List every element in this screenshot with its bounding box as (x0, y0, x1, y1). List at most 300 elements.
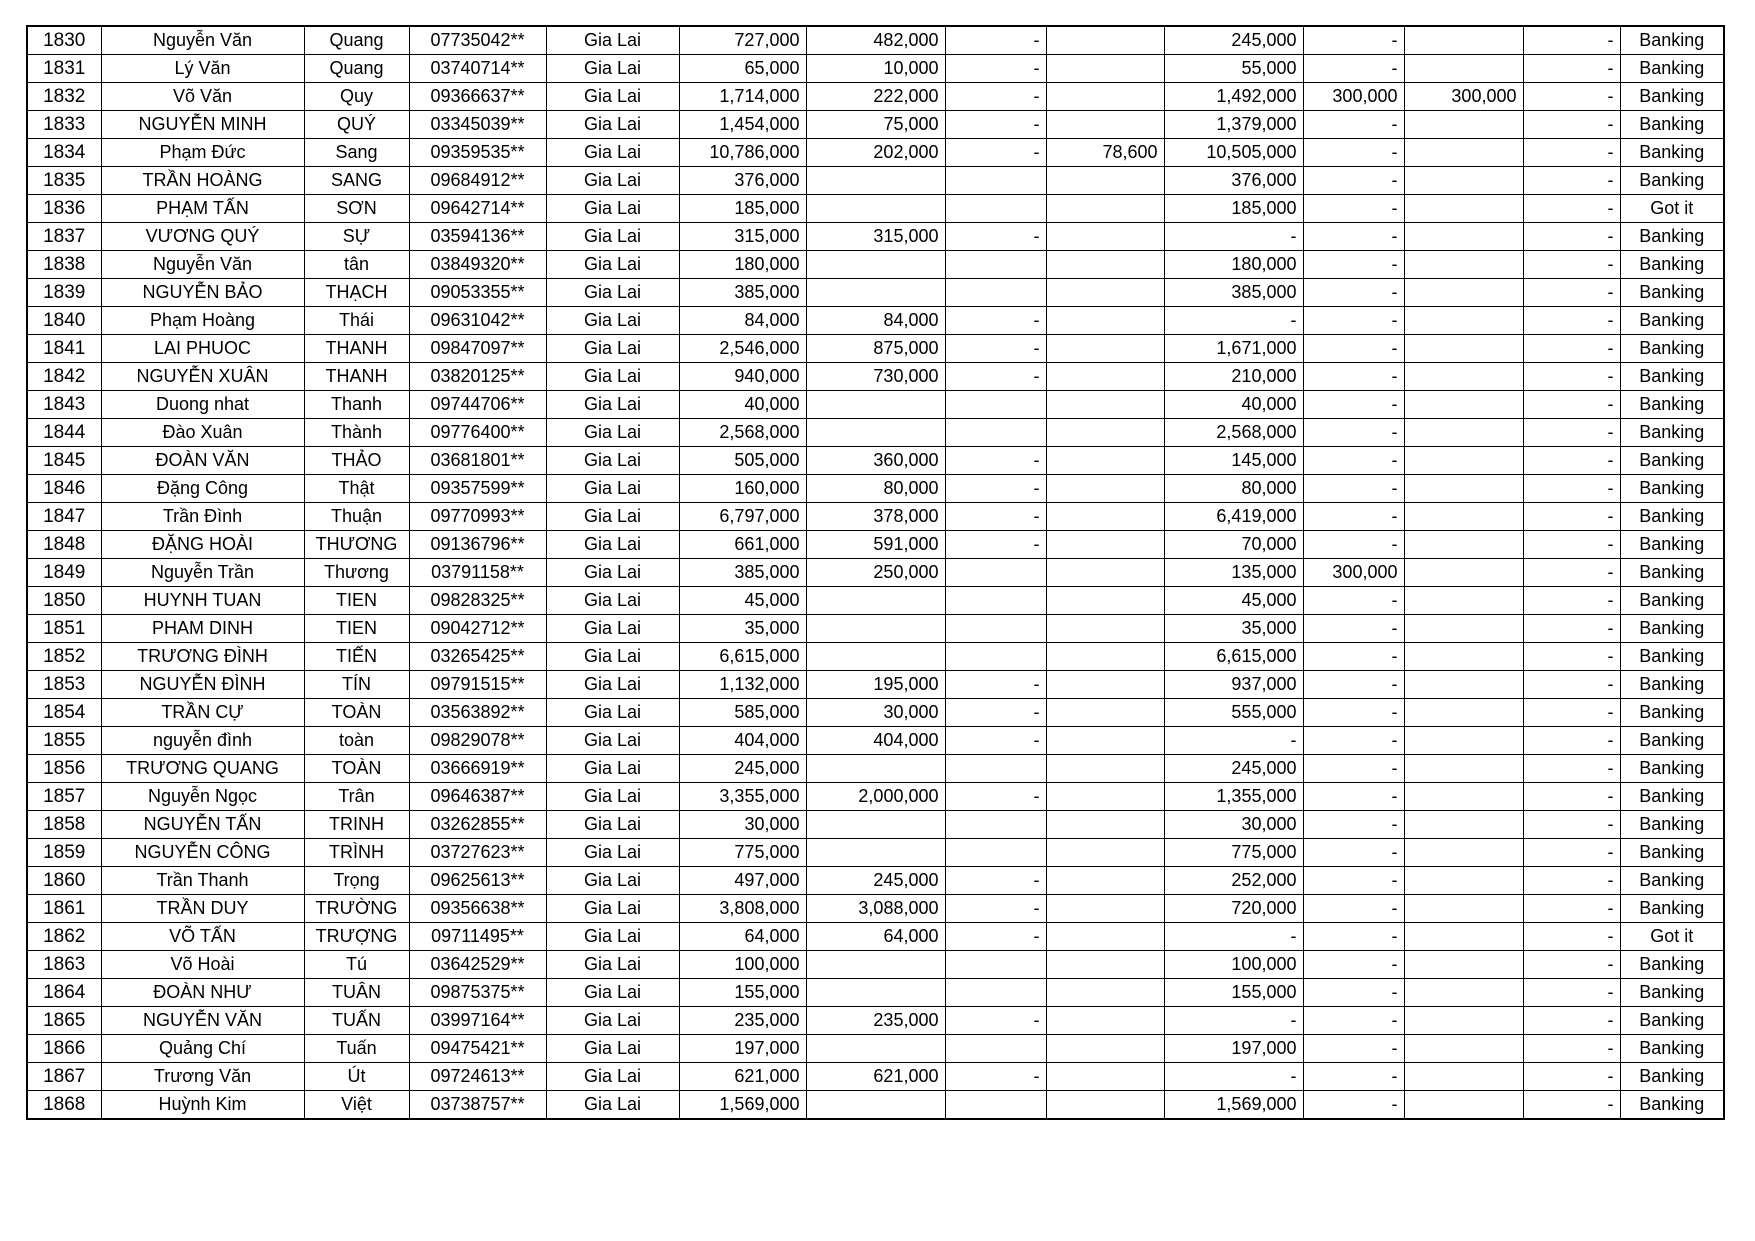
province-cell: Gia Lai (546, 923, 679, 951)
table-row (27, 279, 1724, 307)
col-dash-1-cell: - (945, 447, 1046, 475)
province-cell: Gia Lai (546, 251, 679, 279)
phone-number-cell: 03820125** (409, 363, 546, 391)
row-number-cell: 1836 (27, 195, 101, 223)
row-number-cell: 1858 (27, 811, 101, 839)
deducted-amount-cell: 621,000 (806, 1063, 945, 1091)
total-amount-cell: 35,000 (679, 615, 806, 643)
total-amount-cell: 385,000 (679, 559, 806, 587)
deducted-amount-cell: 591,000 (806, 531, 945, 559)
province-cell: Gia Lai (546, 559, 679, 587)
deducted-amount-cell (806, 1091, 945, 1120)
last-middle-name-cell: TRẦN CỰ (101, 699, 304, 727)
province-cell: Gia Lai (546, 307, 679, 335)
paid-amount-cell: 135,000 (1164, 559, 1303, 587)
total-amount-cell: 376,000 (679, 167, 806, 195)
total-amount-cell: 1,132,000 (679, 671, 806, 699)
payment-method-cell: Banking (1620, 587, 1724, 615)
table-row (27, 251, 1724, 279)
table-row (27, 783, 1724, 811)
col-bonus-2-cell (1404, 139, 1523, 167)
col-dash-1-cell: - (945, 531, 1046, 559)
province-cell: Gia Lai (546, 531, 679, 559)
col-dash-1-cell (945, 251, 1046, 279)
row-number-cell: 1867 (27, 1063, 101, 1091)
col-dash-2-cell: - (1523, 363, 1620, 391)
col-dash-2-cell: - (1523, 671, 1620, 699)
col-dash-2-cell: - (1523, 1091, 1620, 1120)
total-amount-cell: 585,000 (679, 699, 806, 727)
col-dash-1-cell (945, 1091, 1046, 1120)
total-amount-cell: 30,000 (679, 811, 806, 839)
deducted-amount-cell: 378,000 (806, 503, 945, 531)
col-dash-2-cell: - (1523, 867, 1620, 895)
col-adjust-cell (1046, 391, 1164, 419)
col-bonus-1-cell: - (1303, 447, 1404, 475)
phone-number-cell: 03727623** (409, 839, 546, 867)
paid-amount-cell: 937,000 (1164, 671, 1303, 699)
paid-amount-cell: 720,000 (1164, 895, 1303, 923)
table-row (27, 503, 1724, 531)
payment-method-cell: Banking (1620, 559, 1724, 587)
col-adjust-cell (1046, 223, 1164, 251)
province-cell: Gia Lai (546, 699, 679, 727)
first-name-cell: Quang (304, 55, 409, 83)
total-amount-cell: 64,000 (679, 923, 806, 951)
col-bonus-2-cell (1404, 363, 1523, 391)
col-bonus-2-cell (1404, 279, 1523, 307)
province-cell: Gia Lai (546, 475, 679, 503)
table-row (27, 307, 1724, 335)
col-adjust-cell (1046, 503, 1164, 531)
col-bonus-1-cell: - (1303, 811, 1404, 839)
last-middle-name-cell: NGUYỄN XUÂN (101, 363, 304, 391)
phone-number-cell: 03265425** (409, 643, 546, 671)
total-amount-cell: 621,000 (679, 1063, 806, 1091)
first-name-cell: Thật (304, 475, 409, 503)
province-cell: Gia Lai (546, 895, 679, 923)
phone-number-cell: 09847097** (409, 335, 546, 363)
table-row (27, 1063, 1724, 1091)
row-number-cell: 1845 (27, 447, 101, 475)
table-body (27, 26, 1724, 1119)
first-name-cell: TUẤN (304, 1007, 409, 1035)
province-cell: Gia Lai (546, 951, 679, 979)
col-adjust-cell (1046, 979, 1164, 1007)
row-number-cell: 1844 (27, 419, 101, 447)
col-dash-1-cell (945, 559, 1046, 587)
col-dash-1-cell: - (945, 1007, 1046, 1035)
col-dash-1-cell: - (945, 895, 1046, 923)
phone-number-cell: 07735042** (409, 26, 546, 55)
last-middle-name-cell: TRƯƠNG QUANG (101, 755, 304, 783)
col-dash-1-cell: - (945, 363, 1046, 391)
col-dash-1-cell: - (945, 783, 1046, 811)
first-name-cell: THẠCH (304, 279, 409, 307)
paid-amount-cell: 555,000 (1164, 699, 1303, 727)
col-bonus-2-cell (1404, 419, 1523, 447)
first-name-cell: Trọng (304, 867, 409, 895)
col-bonus-2-cell (1404, 1007, 1523, 1035)
paid-amount-cell: 80,000 (1164, 475, 1303, 503)
phone-number-cell: 09711495** (409, 923, 546, 951)
col-bonus-2-cell (1404, 531, 1523, 559)
table-row (27, 111, 1724, 139)
col-dash-1-cell: - (945, 307, 1046, 335)
province-cell: Gia Lai (546, 195, 679, 223)
col-adjust-cell (1046, 755, 1164, 783)
col-dash-2-cell: - (1523, 699, 1620, 727)
first-name-cell: Thái (304, 307, 409, 335)
col-dash-1-cell (945, 195, 1046, 223)
col-dash-1-cell: - (945, 475, 1046, 503)
table-row (27, 139, 1724, 167)
total-amount-cell: 197,000 (679, 1035, 806, 1063)
col-dash-1-cell (945, 979, 1046, 1007)
payment-method-cell: Got it (1620, 195, 1724, 223)
table-row (27, 587, 1724, 615)
row-number-cell: 1843 (27, 391, 101, 419)
phone-number-cell: 09625613** (409, 867, 546, 895)
last-middle-name-cell: Lý Văn (101, 55, 304, 83)
deducted-amount-cell: 245,000 (806, 867, 945, 895)
total-amount-cell: 3,808,000 (679, 895, 806, 923)
first-name-cell: Việt (304, 1091, 409, 1120)
col-bonus-1-cell: - (1303, 1035, 1404, 1063)
first-name-cell: Quy (304, 83, 409, 111)
row-number-cell: 1835 (27, 167, 101, 195)
table-row (27, 1091, 1724, 1120)
col-bonus-1-cell: - (1303, 531, 1404, 559)
total-amount-cell: 940,000 (679, 363, 806, 391)
payment-method-cell: Banking (1620, 26, 1724, 55)
deducted-amount-cell: 875,000 (806, 335, 945, 363)
row-number-cell: 1851 (27, 615, 101, 643)
table-row (27, 643, 1724, 671)
col-dash-2-cell: - (1523, 559, 1620, 587)
col-dash-2-cell: - (1523, 307, 1620, 335)
col-dash-1-cell: - (945, 111, 1046, 139)
deducted-amount-cell: 360,000 (806, 447, 945, 475)
phone-number-cell: 09776400** (409, 419, 546, 447)
payment-method-cell: Banking (1620, 279, 1724, 307)
col-dash-2-cell: - (1523, 279, 1620, 307)
col-dash-2-cell: - (1523, 643, 1620, 671)
paid-amount-cell: 35,000 (1164, 615, 1303, 643)
col-bonus-1-cell: - (1303, 26, 1404, 55)
payment-method-cell: Banking (1620, 167, 1724, 195)
last-middle-name-cell: TRẦN HOÀNG (101, 167, 304, 195)
table-row (27, 1035, 1724, 1063)
col-dash-1-cell (945, 839, 1046, 867)
row-number-cell: 1853 (27, 671, 101, 699)
col-dash-2-cell: - (1523, 1035, 1620, 1063)
col-adjust-cell (1046, 475, 1164, 503)
col-bonus-2-cell (1404, 195, 1523, 223)
province-cell: Gia Lai (546, 587, 679, 615)
col-bonus-2-cell (1404, 643, 1523, 671)
deducted-amount-cell (806, 951, 945, 979)
col-dash-2-cell: - (1523, 475, 1620, 503)
table-row (27, 615, 1724, 643)
paid-amount-cell: 1,355,000 (1164, 783, 1303, 811)
payout-table (26, 25, 1725, 1120)
paid-amount-cell: 6,419,000 (1164, 503, 1303, 531)
first-name-cell: Tú (304, 951, 409, 979)
table-row (27, 895, 1724, 923)
total-amount-cell: 497,000 (679, 867, 806, 895)
last-middle-name-cell: Trương Văn (101, 1063, 304, 1091)
payment-method-cell: Banking (1620, 1035, 1724, 1063)
col-bonus-1-cell: - (1303, 783, 1404, 811)
total-amount-cell: 10,786,000 (679, 139, 806, 167)
total-amount-cell: 160,000 (679, 475, 806, 503)
col-dash-2-cell: - (1523, 783, 1620, 811)
paid-amount-cell: 1,569,000 (1164, 1091, 1303, 1120)
row-number-cell: 1862 (27, 923, 101, 951)
paid-amount-cell: 185,000 (1164, 195, 1303, 223)
last-middle-name-cell: PHAM DINH (101, 615, 304, 643)
deducted-amount-cell (806, 1035, 945, 1063)
table-row (27, 83, 1724, 111)
paid-amount-cell: 155,000 (1164, 979, 1303, 1007)
col-dash-1-cell (945, 279, 1046, 307)
paid-amount-cell: 2,568,000 (1164, 419, 1303, 447)
paid-amount-cell: 1,671,000 (1164, 335, 1303, 363)
first-name-cell: SƠN (304, 195, 409, 223)
paid-amount-cell: 40,000 (1164, 391, 1303, 419)
deducted-amount-cell: 482,000 (806, 26, 945, 55)
col-dash-1-cell: - (945, 923, 1046, 951)
col-dash-1-cell (945, 643, 1046, 671)
col-adjust-cell (1046, 839, 1164, 867)
phone-number-cell: 09646387** (409, 783, 546, 811)
total-amount-cell: 2,546,000 (679, 335, 806, 363)
col-bonus-2-cell (1404, 447, 1523, 475)
deducted-amount-cell (806, 251, 945, 279)
payment-method-cell: Banking (1620, 951, 1724, 979)
col-bonus-1-cell: - (1303, 391, 1404, 419)
col-dash-1-cell: - (945, 335, 1046, 363)
row-number-cell: 1847 (27, 503, 101, 531)
col-dash-2-cell: - (1523, 195, 1620, 223)
paid-amount-cell: - (1164, 1063, 1303, 1091)
col-adjust-cell (1046, 447, 1164, 475)
row-number-cell: 1852 (27, 643, 101, 671)
col-bonus-2-cell (1404, 475, 1523, 503)
province-cell: Gia Lai (546, 783, 679, 811)
col-adjust-cell (1046, 167, 1164, 195)
col-adjust-cell (1046, 55, 1164, 83)
last-middle-name-cell: NGUYỄN TẤN (101, 811, 304, 839)
province-cell: Gia Lai (546, 615, 679, 643)
col-bonus-2-cell (1404, 615, 1523, 643)
total-amount-cell: 235,000 (679, 1007, 806, 1035)
province-cell: Gia Lai (546, 111, 679, 139)
first-name-cell: TIEN (304, 615, 409, 643)
row-number-cell: 1860 (27, 867, 101, 895)
province-cell: Gia Lai (546, 671, 679, 699)
col-bonus-1-cell: - (1303, 699, 1404, 727)
table-row (27, 363, 1724, 391)
total-amount-cell: 3,355,000 (679, 783, 806, 811)
first-name-cell: Sang (304, 139, 409, 167)
phone-number-cell: 09357599** (409, 475, 546, 503)
payment-method-cell: Banking (1620, 1091, 1724, 1120)
col-adjust-cell (1046, 783, 1164, 811)
col-adjust-cell (1046, 251, 1164, 279)
row-number-cell: 1854 (27, 699, 101, 727)
row-number-cell: 1859 (27, 839, 101, 867)
total-amount-cell: 404,000 (679, 727, 806, 755)
first-name-cell: TRƯỜNG (304, 895, 409, 923)
table-row (27, 419, 1724, 447)
first-name-cell: TRƯỢNG (304, 923, 409, 951)
last-middle-name-cell: Đặng Công (101, 475, 304, 503)
total-amount-cell: 385,000 (679, 279, 806, 307)
phone-number-cell: 03791158** (409, 559, 546, 587)
phone-number-cell: 03262855** (409, 811, 546, 839)
col-bonus-2-cell (1404, 671, 1523, 699)
col-bonus-2-cell (1404, 55, 1523, 83)
deducted-amount-cell: 3,088,000 (806, 895, 945, 923)
last-middle-name-cell: Quảng Chí (101, 1035, 304, 1063)
last-middle-name-cell: ĐẶNG HOÀI (101, 531, 304, 559)
deducted-amount-cell (806, 643, 945, 671)
col-adjust-cell (1046, 26, 1164, 55)
col-dash-2-cell: - (1523, 923, 1620, 951)
row-number-cell: 1831 (27, 55, 101, 83)
col-dash-1-cell: - (945, 223, 1046, 251)
col-dash-2-cell: - (1523, 1007, 1620, 1035)
province-cell: Gia Lai (546, 223, 679, 251)
payment-method-cell: Banking (1620, 1063, 1724, 1091)
col-adjust-cell (1046, 923, 1164, 951)
col-bonus-1-cell: - (1303, 755, 1404, 783)
payment-method-cell: Banking (1620, 111, 1724, 139)
col-bonus-2-cell (1404, 811, 1523, 839)
col-dash-2-cell: - (1523, 26, 1620, 55)
payment-method-cell: Banking (1620, 83, 1724, 111)
province-cell: Gia Lai (546, 83, 679, 111)
total-amount-cell: 6,797,000 (679, 503, 806, 531)
table-row (27, 167, 1724, 195)
col-dash-2-cell: - (1523, 979, 1620, 1007)
col-bonus-1-cell: - (1303, 195, 1404, 223)
col-adjust-cell (1046, 419, 1164, 447)
paid-amount-cell: 1,492,000 (1164, 83, 1303, 111)
province-cell: Gia Lai (546, 447, 679, 475)
total-amount-cell: 315,000 (679, 223, 806, 251)
payment-method-cell: Banking (1620, 531, 1724, 559)
col-bonus-1-cell: - (1303, 923, 1404, 951)
province-cell: Gia Lai (546, 1007, 679, 1035)
col-bonus-2-cell (1404, 503, 1523, 531)
last-middle-name-cell: NGUYỄN BẢO (101, 279, 304, 307)
paid-amount-cell: - (1164, 727, 1303, 755)
col-bonus-1-cell: - (1303, 251, 1404, 279)
deducted-amount-cell (806, 755, 945, 783)
first-name-cell: TIẾN (304, 643, 409, 671)
row-number-cell: 1868 (27, 1091, 101, 1120)
col-bonus-1-cell: - (1303, 727, 1404, 755)
paid-amount-cell: 6,615,000 (1164, 643, 1303, 671)
total-amount-cell: 2,568,000 (679, 419, 806, 447)
phone-number-cell: 09359535** (409, 139, 546, 167)
paid-amount-cell: - (1164, 307, 1303, 335)
payment-method-cell: Banking (1620, 391, 1724, 419)
total-amount-cell: 45,000 (679, 587, 806, 615)
total-amount-cell: 185,000 (679, 195, 806, 223)
col-dash-1-cell: - (945, 55, 1046, 83)
row-number-cell: 1839 (27, 279, 101, 307)
phone-number-cell: 09356638** (409, 895, 546, 923)
row-number-cell: 1863 (27, 951, 101, 979)
col-bonus-2-cell (1404, 587, 1523, 615)
col-dash-2-cell: - (1523, 1063, 1620, 1091)
province-cell: Gia Lai (546, 727, 679, 755)
col-dash-2-cell: - (1523, 251, 1620, 279)
row-number-cell: 1855 (27, 727, 101, 755)
paid-amount-cell: 245,000 (1164, 755, 1303, 783)
deducted-amount-cell: 2,000,000 (806, 783, 945, 811)
province-cell: Gia Lai (546, 419, 679, 447)
col-dash-2-cell: - (1523, 503, 1620, 531)
table-row (27, 55, 1724, 83)
col-bonus-1-cell: - (1303, 307, 1404, 335)
last-middle-name-cell: VƯƠNG QUÝ (101, 223, 304, 251)
first-name-cell: Thương (304, 559, 409, 587)
paid-amount-cell: 70,000 (1164, 531, 1303, 559)
last-middle-name-cell: TRƯƠNG ĐÌNH (101, 643, 304, 671)
total-amount-cell: 245,000 (679, 755, 806, 783)
last-middle-name-cell: PHẠM TẤN (101, 195, 304, 223)
row-number-cell: 1861 (27, 895, 101, 923)
col-dash-1-cell: - (945, 503, 1046, 531)
payment-method-cell: Banking (1620, 867, 1724, 895)
last-middle-name-cell: Võ Văn (101, 83, 304, 111)
col-dash-1-cell: - (945, 699, 1046, 727)
table-row (27, 335, 1724, 363)
col-bonus-1-cell: 300,000 (1303, 559, 1404, 587)
col-adjust-cell (1046, 1091, 1164, 1120)
province-cell: Gia Lai (546, 26, 679, 55)
col-bonus-2-cell (1404, 391, 1523, 419)
phone-number-cell: 09642714** (409, 195, 546, 223)
last-middle-name-cell: Trần Thanh (101, 867, 304, 895)
col-dash-2-cell: - (1523, 167, 1620, 195)
phone-number-cell: 03666919** (409, 755, 546, 783)
col-dash-2-cell: - (1523, 811, 1620, 839)
total-amount-cell: 1,714,000 (679, 83, 806, 111)
col-dash-2-cell: - (1523, 83, 1620, 111)
col-bonus-1-cell: - (1303, 587, 1404, 615)
col-bonus-1-cell: - (1303, 503, 1404, 531)
row-number-cell: 1850 (27, 587, 101, 615)
col-bonus-2-cell (1404, 335, 1523, 363)
col-dash-1-cell: - (945, 83, 1046, 111)
table-row (27, 839, 1724, 867)
col-bonus-1-cell: - (1303, 279, 1404, 307)
col-bonus-1-cell: - (1303, 839, 1404, 867)
col-dash-1-cell (945, 419, 1046, 447)
col-bonus-1-cell: - (1303, 671, 1404, 699)
payment-method-cell: Banking (1620, 363, 1724, 391)
first-name-cell: Tuấn (304, 1035, 409, 1063)
col-adjust-cell (1046, 559, 1164, 587)
deducted-amount-cell: 315,000 (806, 223, 945, 251)
col-bonus-2-cell (1404, 559, 1523, 587)
